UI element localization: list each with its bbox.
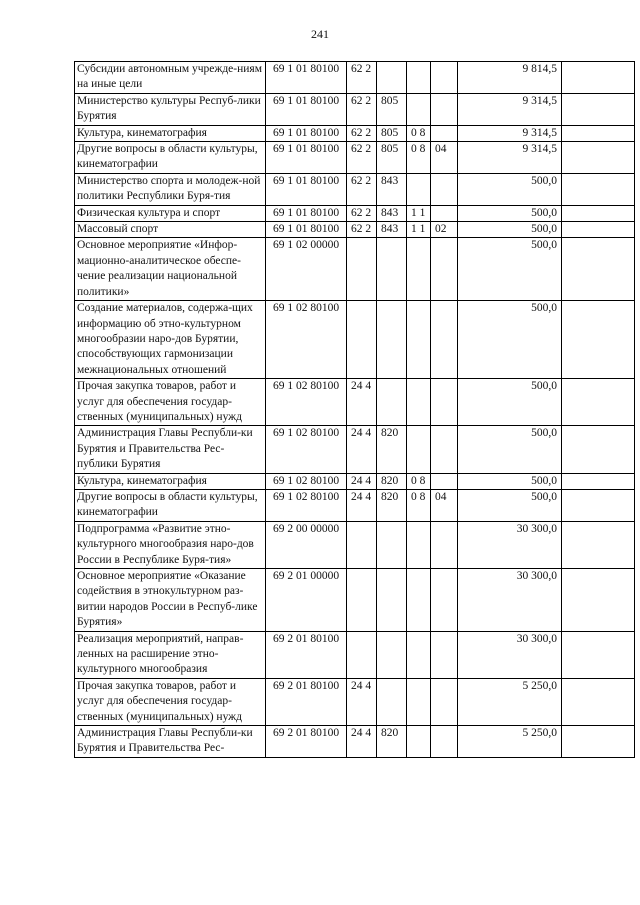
cell-name: Основное мероприятие «Оказание содействия в этнокультурном раз-витии народов России в Респуб-лике Бурятия» <box>75 569 266 632</box>
cell-subsection <box>431 125 458 141</box>
cell-extra <box>562 678 635 725</box>
cell-ministry-code: 820 <box>377 726 407 758</box>
cell-section: 1 1 <box>407 222 431 238</box>
cell-target-article: 69 2 01 80100 <box>266 726 347 758</box>
table-row <box>75 142 635 174</box>
cell-amount: 9 314,5 <box>458 142 562 174</box>
cell-target-article: 69 1 01 80100 <box>266 142 347 174</box>
cell-section <box>407 631 431 678</box>
cell-amount: 30 300,0 <box>458 631 562 678</box>
cell-amount: 500,0 <box>458 473 562 489</box>
cell-name: Основное мероприятие «Инфор-мационно-аналитическое обеспе-чение реализации национальной политики» <box>75 238 266 301</box>
cell-target-article: 69 1 02 80100 <box>266 473 347 489</box>
cell-name: Прочая закупка товаров, работ и услуг для обеспечения государ-ственных (муниципальных) нужд <box>75 678 266 725</box>
cell-subsection <box>431 521 458 568</box>
cell-extra <box>562 62 635 94</box>
cell-extra <box>562 521 635 568</box>
cell-subsection <box>431 238 458 301</box>
cell-amount: 30 300,0 <box>458 569 562 632</box>
cell-expense-type: 24 4 <box>347 473 377 489</box>
cell-name: Подпрограмма «Развитие этно-культурного многообразия наро-дов России в Республике Буря-тия» <box>75 521 266 568</box>
cell-target-article: 69 1 01 80100 <box>266 173 347 205</box>
table-row <box>75 426 635 473</box>
cell-section <box>407 93 431 125</box>
cell-name: Реализация мероприятий, направ-ленных на расширение этно-культурного многообразия <box>75 631 266 678</box>
cell-name: Физическая культура и спорт <box>75 205 266 221</box>
cell-target-article: 69 1 02 00000 <box>266 238 347 301</box>
cell-extra <box>562 93 635 125</box>
cell-name: Другие вопросы в области культуры, кинематографии <box>75 142 266 174</box>
cell-subsection <box>431 726 458 758</box>
cell-name: Другие вопросы в области культуры, кинематографии <box>75 489 266 521</box>
table-row <box>75 93 635 125</box>
table-row <box>75 379 635 426</box>
cell-target-article: 69 1 02 80100 <box>266 301 347 379</box>
cell-subsection <box>431 173 458 205</box>
cell-subsection: 04 <box>431 489 458 521</box>
cell-target-article: 69 1 02 80100 <box>266 379 347 426</box>
cell-section <box>407 726 431 758</box>
cell-ministry-code: 805 <box>377 142 407 174</box>
cell-expense-type: 24 4 <box>347 379 377 426</box>
table-row <box>75 489 635 521</box>
table-row <box>75 473 635 489</box>
cell-expense-type <box>347 238 377 301</box>
cell-subsection <box>431 205 458 221</box>
cell-ministry-code: 820 <box>377 426 407 473</box>
cell-name: Министерство спорта и молодеж-ной политики Республики Буря-тия <box>75 173 266 205</box>
cell-extra <box>562 301 635 379</box>
table-row <box>75 125 635 141</box>
cell-amount: 500,0 <box>458 379 562 426</box>
cell-target-article: 69 1 02 80100 <box>266 489 347 521</box>
cell-ministry-code: 820 <box>377 473 407 489</box>
cell-extra <box>562 726 635 758</box>
cell-target-article: 69 1 02 80100 <box>266 426 347 473</box>
cell-subsection <box>431 62 458 94</box>
cell-ministry-code <box>377 569 407 632</box>
budget-table <box>74 61 635 758</box>
cell-name: Культура, кинематография <box>75 473 266 489</box>
cell-extra <box>562 238 635 301</box>
cell-expense-type: 24 4 <box>347 426 377 473</box>
cell-ministry-code: 805 <box>377 125 407 141</box>
cell-ministry-code <box>377 379 407 426</box>
cell-subsection <box>431 473 458 489</box>
cell-expense-type: 62 2 <box>347 125 377 141</box>
cell-ministry-code <box>377 678 407 725</box>
cell-section: 0 8 <box>407 473 431 489</box>
cell-ministry-code: 820 <box>377 489 407 521</box>
cell-amount: 500,0 <box>458 426 562 473</box>
cell-extra <box>562 631 635 678</box>
cell-amount: 9 814,5 <box>458 62 562 94</box>
table-row <box>75 222 635 238</box>
cell-expense-type <box>347 631 377 678</box>
cell-amount: 30 300,0 <box>458 521 562 568</box>
cell-extra <box>562 173 635 205</box>
cell-name: Массовый спорт <box>75 222 266 238</box>
cell-name: Субсидии автономным учрежде-ниям на иные цели <box>75 62 266 94</box>
cell-section <box>407 426 431 473</box>
table-row <box>75 569 635 632</box>
cell-ministry-code <box>377 631 407 678</box>
cell-expense-type: 62 2 <box>347 173 377 205</box>
cell-amount: 5 250,0 <box>458 678 562 725</box>
cell-amount: 9 314,5 <box>458 93 562 125</box>
cell-section: 0 8 <box>407 125 431 141</box>
cell-name: Создание материалов, содержа-щих информацию об этно-культурном многообразии наро-дов Бурятии, способствующих гармонизации межнациональных отношений <box>75 301 266 379</box>
table-row <box>75 205 635 221</box>
cell-expense-type: 62 2 <box>347 62 377 94</box>
cell-amount: 500,0 <box>458 173 562 205</box>
cell-subsection <box>431 301 458 379</box>
cell-expense-type: 62 2 <box>347 205 377 221</box>
cell-extra <box>562 569 635 632</box>
table-row <box>75 238 635 301</box>
cell-target-article: 69 1 01 80100 <box>266 222 347 238</box>
cell-ministry-code <box>377 301 407 379</box>
cell-expense-type: 24 4 <box>347 678 377 725</box>
cell-ministry-code: 843 <box>377 205 407 221</box>
cell-amount: 500,0 <box>458 489 562 521</box>
cell-ministry-code: 805 <box>377 93 407 125</box>
cell-name: Администрация Главы Республи-ки Бурятия и Правительства Рес- <box>75 726 266 758</box>
cell-section <box>407 379 431 426</box>
cell-expense-type <box>347 569 377 632</box>
cell-section <box>407 569 431 632</box>
cell-amount: 500,0 <box>458 205 562 221</box>
cell-expense-type: 24 4 <box>347 489 377 521</box>
cell-expense-type: 24 4 <box>347 726 377 758</box>
cell-section <box>407 62 431 94</box>
table-row <box>75 301 635 379</box>
cell-target-article: 69 2 01 80100 <box>266 631 347 678</box>
cell-subsection <box>431 379 458 426</box>
page-number: 241 <box>311 27 329 41</box>
cell-subsection <box>431 93 458 125</box>
cell-extra <box>562 222 635 238</box>
table-row <box>75 631 635 678</box>
cell-extra <box>562 426 635 473</box>
cell-expense-type: 62 2 <box>347 142 377 174</box>
cell-section: 0 8 <box>407 489 431 521</box>
cell-amount: 500,0 <box>458 301 562 379</box>
cell-expense-type: 62 2 <box>347 222 377 238</box>
cell-subsection <box>431 678 458 725</box>
cell-target-article: 69 1 01 80100 <box>266 205 347 221</box>
cell-target-article: 69 2 00 00000 <box>266 521 347 568</box>
cell-subsection <box>431 631 458 678</box>
cell-extra <box>562 125 635 141</box>
cell-target-article: 69 1 01 80100 <box>266 93 347 125</box>
cell-target-article: 69 1 01 80100 <box>266 125 347 141</box>
cell-amount: 5 250,0 <box>458 726 562 758</box>
cell-name: Прочая закупка товаров, работ и услуг для обеспечения государ-ственных (муниципальных) нужд <box>75 379 266 426</box>
table-row <box>75 62 635 94</box>
cell-subsection: 04 <box>431 142 458 174</box>
cell-amount: 9 314,5 <box>458 125 562 141</box>
table-row <box>75 521 635 568</box>
cell-name: Министерство культуры Респуб-лики Бурятия <box>75 93 266 125</box>
cell-target-article: 69 2 01 00000 <box>266 569 347 632</box>
cell-ministry-code <box>377 521 407 568</box>
table-row <box>75 726 635 758</box>
cell-section <box>407 173 431 205</box>
cell-extra <box>562 379 635 426</box>
cell-amount: 500,0 <box>458 222 562 238</box>
cell-subsection <box>431 569 458 632</box>
cell-extra <box>562 489 635 521</box>
table-row <box>75 173 635 205</box>
cell-ministry-code: 843 <box>377 222 407 238</box>
cell-name: Культура, кинематография <box>75 125 266 141</box>
cell-section <box>407 521 431 568</box>
cell-section: 0 8 <box>407 142 431 174</box>
cell-subsection: 02 <box>431 222 458 238</box>
cell-expense-type <box>347 521 377 568</box>
cell-section <box>407 238 431 301</box>
cell-target-article: 69 2 01 80100 <box>266 678 347 725</box>
cell-name: Администрация Главы Республи-ки Бурятия и Правительства Рес-публики Бурятия <box>75 426 266 473</box>
cell-ministry-code <box>377 238 407 301</box>
cell-section: 1 1 <box>407 205 431 221</box>
cell-amount: 500,0 <box>458 238 562 301</box>
cell-extra <box>562 205 635 221</box>
cell-expense-type <box>347 301 377 379</box>
cell-extra <box>562 142 635 174</box>
cell-subsection <box>431 426 458 473</box>
table-row <box>75 678 635 725</box>
cell-extra <box>562 473 635 489</box>
cell-section <box>407 678 431 725</box>
cell-ministry-code <box>377 62 407 94</box>
cell-expense-type: 62 2 <box>347 93 377 125</box>
cell-ministry-code: 843 <box>377 173 407 205</box>
cell-section <box>407 301 431 379</box>
cell-target-article: 69 1 01 80100 <box>266 62 347 94</box>
